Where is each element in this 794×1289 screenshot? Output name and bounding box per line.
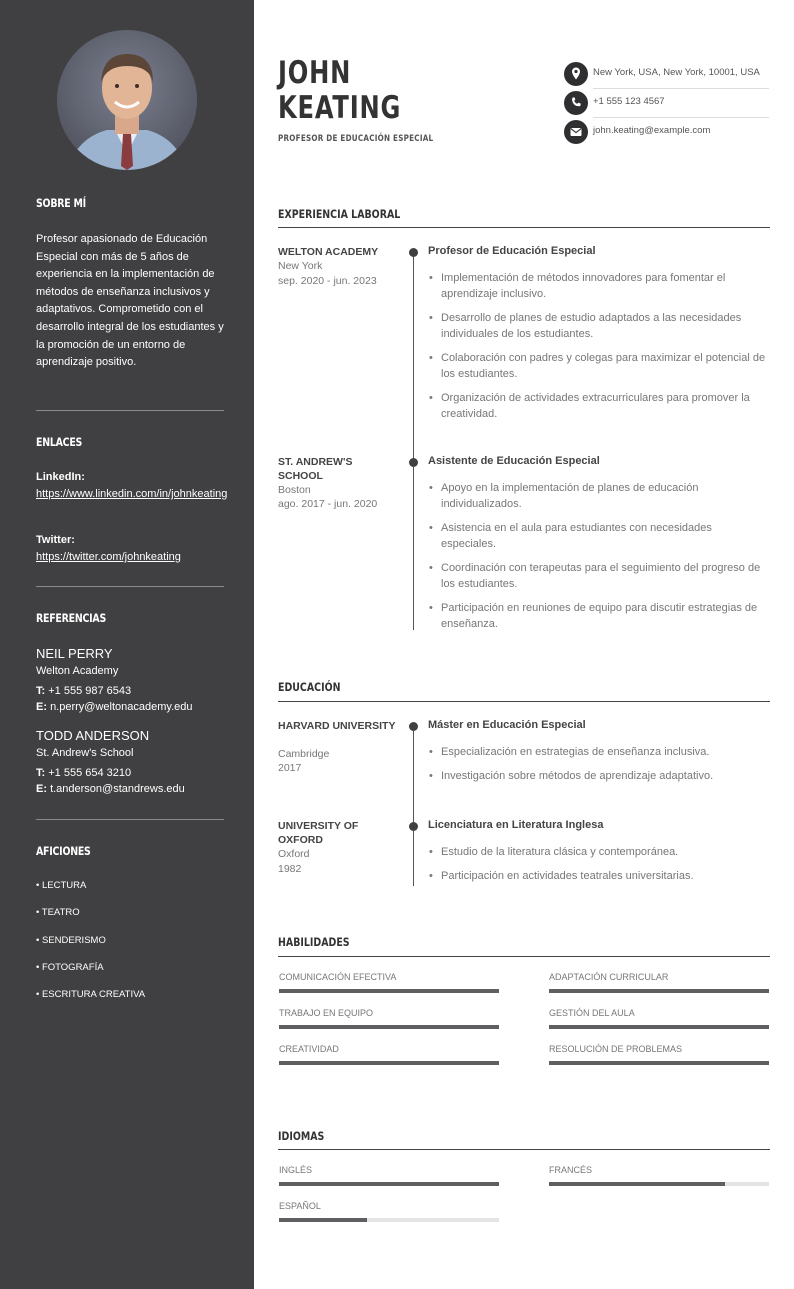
timeline-line: [413, 726, 414, 886]
skill-item: ADAPTACIÓN CURRICULAR: [549, 972, 769, 982]
skill-item: TRABAJO EN EQUIPO: [279, 1008, 499, 1018]
language-item: FRANCÉS: [549, 1165, 769, 1175]
reference-name: NEIL PERRY: [36, 646, 113, 661]
experience-role: Profesor de Educación Especial: [428, 245, 596, 257]
hobbies-heading: AFICIONES: [36, 844, 91, 858]
skill-item: CREATIVIDAD: [279, 1044, 499, 1054]
sidebar: [0, 0, 254, 1289]
education-dates: 2017: [278, 762, 302, 774]
experience-role: Asistente de Educación Especial: [428, 455, 600, 467]
experience-dates: ago. 2017 - jun. 2020: [278, 498, 378, 510]
language-item: ESPAÑOL: [279, 1201, 499, 1211]
experience-dates: sep. 2020 - jun. 2023: [278, 275, 377, 287]
list-item: • Apoyo en la implementación de planes de educación individualizados.: [441, 480, 769, 512]
skill-item: RESOLUCIÓN DE PROBLEMAS: [549, 1044, 769, 1054]
experience-location: Boston: [278, 484, 311, 496]
section-rule: [278, 701, 770, 702]
map-pin-icon: [564, 62, 588, 86]
education-degree: Licenciatura en Literatura Inglesa: [428, 819, 604, 831]
list-item: • Colaboración con padres y colegas para maximizar el potencial de los estudiantes.: [441, 350, 769, 382]
list-item: • Participación en actividades teatrales universitarias.: [441, 868, 769, 884]
hobby-item: • ESCRITURA CREATIVA: [36, 989, 146, 1000]
reference-org: Welton Academy: [36, 665, 119, 677]
about-heading: SOBRE MÍ: [36, 196, 86, 210]
reference-name: TODD ANDERSON: [36, 728, 150, 743]
section-rule: [278, 1149, 770, 1150]
hobby-item: • SENDERISMO: [36, 935, 106, 946]
languages-heading: IDIOMAS: [278, 1129, 325, 1143]
list-item: • Implementación de métodos innovadores para fomentar el aprendizaje inclusivo.: [441, 270, 769, 302]
contact-location: New York, USA, New York, 10001, USA: [564, 60, 769, 89]
skills-heading: HABILIDADES: [278, 935, 350, 949]
timeline-line: [413, 252, 414, 630]
section-rule: [278, 227, 770, 228]
language-item: INGLÉS: [279, 1165, 499, 1175]
hobby-item: • LECTURA: [36, 880, 87, 891]
timeline-dot: [409, 722, 418, 731]
phone-icon: [564, 91, 588, 115]
person-name: JOHN KEATING: [278, 55, 402, 126]
hobby-item: • TEATRO: [36, 907, 80, 918]
linkedin-label: LinkedIn:: [36, 471, 85, 483]
divider: [36, 819, 224, 820]
about-text: Profesor apasionado de Educación Especial con más de 5 años de experiencia en la implementación de métodos de enseñanza inclusivos y adaptativos. Comprometido con el desarrollo integral de los estudiantes y la promoción de un entorno de aprendizaje positivo.: [36, 233, 224, 369]
linkedin-link[interactable]: https://www.linkedin.com/in/johnkeating: [36, 488, 228, 500]
section-rule: [278, 956, 770, 957]
references-heading: REFERENCIAS: [36, 611, 106, 625]
reference-org: St. Andrew's School: [36, 747, 134, 759]
education-org: UNIVERSITY OF OXFORD: [278, 820, 359, 846]
links-heading: ENLACES: [36, 435, 83, 449]
timeline-dot: [409, 822, 418, 831]
education-location: Cambridge: [278, 748, 330, 760]
experience-org: WELTON ACADEMY: [278, 246, 379, 258]
experience-org: ST. ANDREW'S SCHOOL: [278, 456, 353, 482]
education-heading: EDUCACIÓN: [278, 680, 341, 694]
skill-item: GESTIÓN DEL AULA: [549, 1008, 769, 1018]
experience-location: New York: [278, 260, 323, 272]
twitter-label: Twitter:: [36, 534, 75, 546]
list-item: • Coordinación con terapeutas para el seguimiento del progreso de los estudiantes.: [441, 560, 769, 592]
list-item: • Desarrollo de planes de estudio adaptados a las necesidades individuales de los estudiantes.: [441, 310, 769, 342]
list-item: • Investigación sobre métodos de aprendizaje adaptativo.: [441, 768, 769, 784]
list-item: • Estudio de la literatura clásica y contemporánea.: [441, 844, 769, 860]
contact-phone: +1 555 123 4567: [564, 89, 769, 118]
timeline-dot: [409, 248, 418, 257]
timeline-dot: [409, 458, 418, 467]
profile-photo: [57, 30, 197, 170]
divider: [36, 586, 224, 587]
education-degree: Máster en Educación Especial: [428, 719, 586, 731]
reference-phone: T: +1 555 987 6543: [36, 685, 132, 697]
reference-email: E: t.anderson@standrews.edu: [36, 783, 185, 795]
twitter-link[interactable]: https://twitter.com/johnkeating: [36, 551, 181, 563]
list-item: • Asistencia en el aula para estudiantes con necesidades especiales.: [441, 520, 769, 552]
list-item: • Organización de actividades extracurriculares para promover la creatividad.: [441, 390, 769, 422]
envelope-icon: [564, 120, 588, 144]
education-location: Oxford: [278, 848, 310, 860]
education-dates: 1982: [278, 863, 302, 875]
divider: [36, 410, 224, 411]
list-item: • Participación en reuniones de equipo para discutir estrategias de enseñanza.: [441, 600, 769, 632]
contact-email: john.keating@example.com: [564, 118, 769, 147]
experience-heading: EXPERIENCIA LABORAL: [278, 207, 401, 221]
reference-email: E: n.perry@weltonacademy.edu: [36, 701, 193, 713]
education-org: HARVARD UNIVERSITY: [278, 720, 396, 732]
avatar: [57, 30, 197, 170]
skill-item: COMUNICACIÓN EFECTIVA: [279, 972, 499, 982]
list-item: • Especialización en estrategias de enseñanza inclusiva.: [441, 744, 769, 760]
reference-phone: T: +1 555 654 3210: [36, 767, 132, 779]
hobby-item: • FOTOGRAFÍA: [36, 962, 104, 973]
job-title: PROFESOR DE EDUCACIÓN ESPECIAL: [278, 134, 434, 144]
